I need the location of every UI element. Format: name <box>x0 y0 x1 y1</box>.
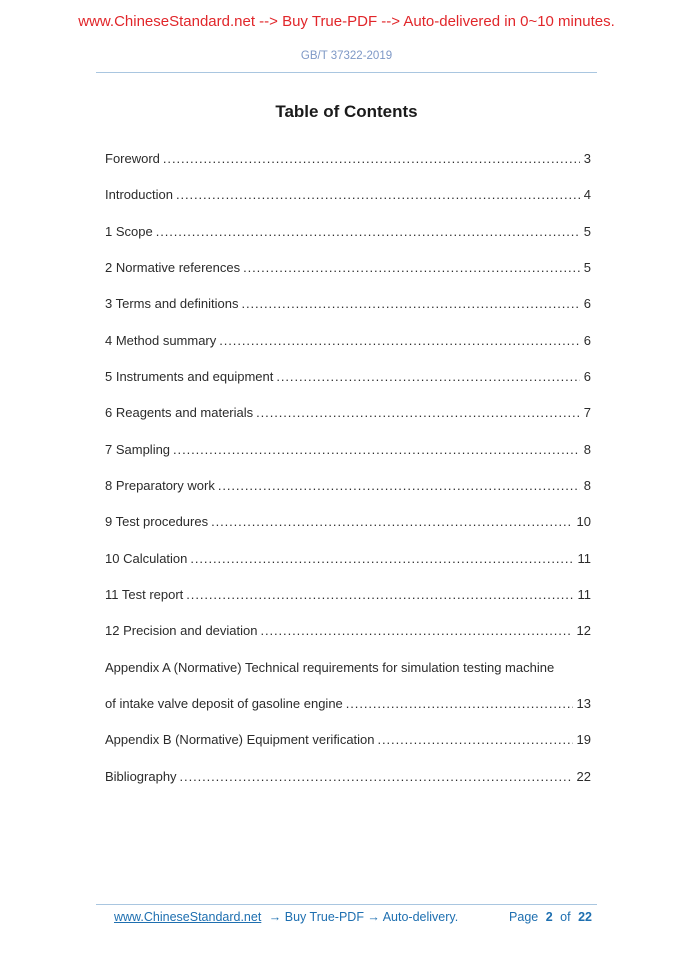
standard-code: GB/T 37322-2019 <box>300 50 393 62</box>
toc-entry <box>96 286 597 322</box>
toc-entry-page-number: 7 <box>583 405 591 421</box>
toc-entry-label: 6 Reagents and materials <box>105 405 254 421</box>
toc-entry <box>96 214 597 250</box>
toc-dotted-leader <box>243 250 580 286</box>
toc-title: Table of Contents <box>275 102 418 121</box>
toc-entry <box>96 759 597 795</box>
toc-entry-label: Bibliography <box>105 768 177 784</box>
toc-entry-page-number: 8 <box>583 477 591 493</box>
toc-entry-label: Introduction <box>105 187 173 203</box>
toc-entry-label: 4 Method summary <box>105 332 217 348</box>
toc-entry <box>96 650 597 686</box>
page-footer <box>96 904 597 924</box>
toc-list <box>96 141 597 795</box>
toc-entry-label: Appendix B (Normative) Equipment verification <box>105 732 375 748</box>
toc-entry-label: 11 Test report <box>105 586 184 602</box>
toc-entry-page-number: 8 <box>583 441 591 457</box>
toc-entry-page-number: 13 <box>576 695 591 711</box>
toc-entry <box>96 541 597 577</box>
toc-entry <box>96 177 597 213</box>
footer-site-link[interactable]: www.ChineseStandard.net <box>114 910 262 924</box>
toc-entry-label: 5 Instruments and equipment <box>105 368 274 384</box>
toc-entry <box>96 250 597 286</box>
toc-entry-page-number: 6 <box>583 296 591 312</box>
toc-entry <box>96 468 597 504</box>
page-indicator-total: 22 <box>578 910 592 924</box>
toc-dotted-leader <box>256 395 580 431</box>
toc-entry-label: Foreword <box>105 151 160 166</box>
toc-entry <box>96 395 597 431</box>
toc-dotted-leader <box>261 613 573 649</box>
toc-dotted-leader <box>211 504 572 540</box>
toc-entry-page-number: 3 <box>583 151 591 166</box>
toc-entry-label: 3 Terms and definitions <box>105 296 239 312</box>
toc-entry <box>96 613 597 649</box>
toc-entry-page-number: 5 <box>583 223 591 239</box>
toc-entry-page-number: 4 <box>583 187 591 203</box>
toc-entry-page-number: 19 <box>576 732 591 748</box>
toc-dotted-leader <box>180 759 573 795</box>
toc-entry-page-number: 6 <box>583 332 591 348</box>
toc-dotted-leader <box>241 286 579 322</box>
page-indicator-of: of <box>560 910 571 924</box>
toc-entry-page-number: 11 <box>577 586 591 602</box>
toc-entry <box>96 141 597 177</box>
toc-entry-page-number: 10 <box>576 514 591 530</box>
toc-dotted-leader <box>378 722 573 758</box>
toc-dotted-leader <box>186 577 573 613</box>
footer-tagline: → Buy True-PDF → Auto-delivery. <box>268 910 459 924</box>
toc-entry <box>96 504 597 540</box>
toc-entry <box>96 323 597 359</box>
toc-dotted-leader <box>218 468 580 504</box>
toc-entry <box>96 686 597 722</box>
page-indicator <box>509 910 592 924</box>
toc-entry-label: of intake valve deposit of gasoline engine <box>105 695 343 711</box>
toc-dotted-leader <box>190 541 573 577</box>
toc-entry-label: 2 Normative references <box>105 259 241 275</box>
header-divider <box>96 72 597 73</box>
toc-entry-label: 12 Precision and deviation <box>105 623 258 639</box>
toc-dotted-leader <box>346 686 573 722</box>
page-indicator-current: 2 <box>545 910 553 924</box>
toc-entry-page-number: 22 <box>576 768 591 784</box>
page-indicator-label: Page <box>509 910 539 924</box>
toc-dotted-leader <box>176 177 580 213</box>
toc-entry <box>96 432 597 468</box>
footer-left <box>114 910 458 924</box>
toc-dotted-leader <box>163 141 580 177</box>
toc-entry-label: 10 Calculation <box>105 550 188 566</box>
toc-entry-label: 7 Sampling <box>105 441 171 457</box>
toc-entry-label: 8 Preparatory work <box>105 477 215 493</box>
toc-entry-page-number: 11 <box>577 550 591 566</box>
toc-entry-page-number: 12 <box>576 623 591 639</box>
toc-dotted-leader <box>156 214 580 250</box>
toc-entry <box>96 577 597 613</box>
toc-entry-label: 1 Scope <box>105 223 153 239</box>
promo-banner-link[interactable]: www.ChineseStandard.net --> Buy True-PDF --> Auto-delivered in 0~10 minutes. <box>78 13 615 30</box>
toc-dotted-leader <box>276 359 579 395</box>
toc-entry-label: Appendix A (Normative) Technical requirements for simulation testing machine <box>105 659 555 675</box>
toc-entry-page-number: 5 <box>583 259 591 275</box>
toc-entry <box>96 722 597 758</box>
toc-dotted-leader <box>173 432 580 468</box>
toc-entry-page-number: 6 <box>583 368 591 384</box>
toc-dotted-leader <box>219 323 580 359</box>
toc-entry <box>96 359 597 395</box>
toc-entry-label: 9 Test procedures <box>105 514 209 530</box>
